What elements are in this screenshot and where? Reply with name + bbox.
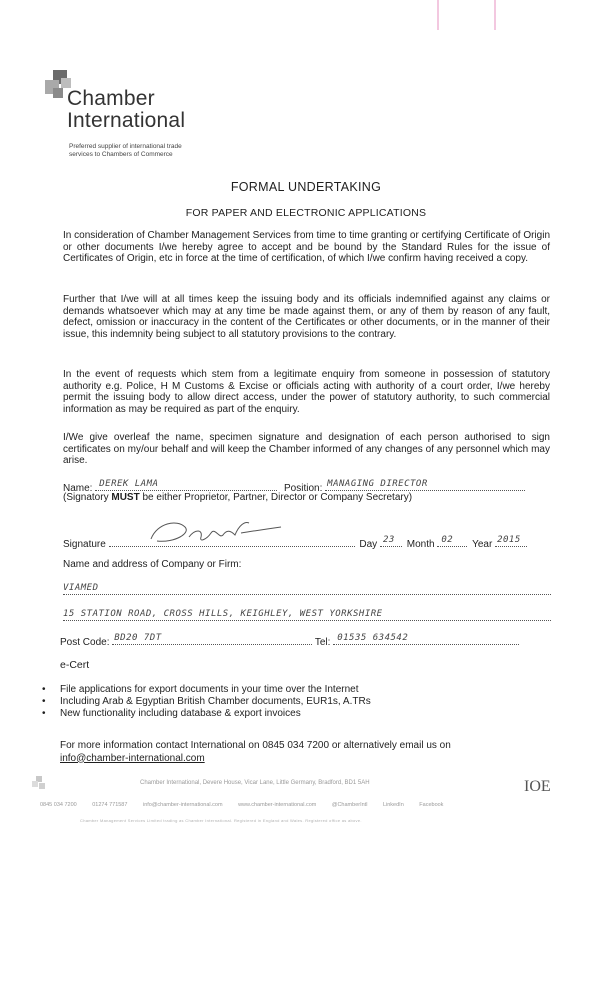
company-name-row [63,583,551,598]
name-label: Name: [63,483,93,494]
footer-address: Chamber International, Devere House, Vicar Lane, Little Germany, Bradford, BD1 5AH [140,780,370,786]
company-address-value: 15 STATION ROAD, CROSS HILLS, KEIGHLEY, WEST YORKSHIRE [63,609,383,619]
company-name-value: VIAMED [63,583,99,593]
signatory-note: (Signatory MUST be either Proprietor, Partner, Director or Company Secretary) [63,492,413,503]
year-value: 2015 [497,535,521,545]
footer-logo-icon [32,776,46,790]
company-name-field[interactable] [63,583,551,595]
paragraph-indemnity: Further that I/we will at all times keep the issuing body and its officials indemnified against any claims or demands whatsoever which may at any time be made against them, or any of them by reason of any fault, defect, omission or inaccuracy in the content of the Certificates or other documents, or in the manner of their issue, this indemnity being subject to all statutory provisions to the contrary. [63,294,550,340]
ecert-heading: e-Cert [60,659,90,671]
website-contact[interactable]: www.chamber-international.com [238,802,317,808]
company-address-row [63,609,551,624]
brand-name: Chamber International [67,87,186,132]
postcode-tel-row [60,633,519,648]
company-address-field[interactable] [63,609,551,621]
scan-mark [437,0,439,30]
tel-value: 01535 634542 [337,633,409,643]
ecert-feature-list [42,684,371,720]
list-item: • New functionality including database & export invoices [42,708,371,720]
phone-contact: 0845 034 7200 [40,802,77,808]
postcode-value: BD20 7DT [114,633,162,643]
list-item: • File applications for export documents in your time over the Internet [42,684,371,696]
company-label: Name and address of Company or Firm: [63,559,242,570]
postcode-field[interactable] [112,633,312,645]
day-field[interactable] [380,535,402,547]
document-title: FORMAL UNDERTAKING [230,180,382,194]
linkedin-contact[interactable]: LinkedIn [382,802,404,808]
position-field[interactable] [325,479,525,491]
paragraph-signatories: I/We give overleaf the name, specimen signature and designation of each person authorised to sign certificates on my/our behalf and will keep the Chamber informed of any changes of any personnel which may arise. [63,432,550,467]
signature-field[interactable] [109,535,355,547]
tel-field[interactable] [333,633,519,645]
footer-contacts [40,802,457,808]
month-field[interactable] [437,535,467,547]
contact-info [60,740,451,765]
name-field[interactable] [95,479,277,491]
tel-label: Tel: [314,637,331,648]
day-label: Day [359,539,378,550]
signature-label: Signature [63,539,106,550]
paragraph-consideration: In consideration of Chamber Management Services from time to time granting or certifying Certificate of Origin or other documents I/we hereby agree to accept and be bound by the Standard Rules for the issue of Certificates of Origin, etc in force at the time of certification, of which I/we confirm having received a copy. [63,230,550,265]
day-value: 23 [382,535,395,545]
fax-contact: 01274 771587 [92,802,128,808]
handwritten-signature [137,517,287,549]
facebook-contact[interactable]: Facebook [419,802,444,808]
ioe-logo: IOE [524,778,551,795]
month-label: Month [406,539,435,550]
signature-row [63,535,527,550]
position-label: Position: [284,483,323,494]
list-item: • Including Arab & Egyptian British Chamber documents, EUR1s, A.TRs [42,696,371,708]
year-field[interactable] [495,535,527,547]
brand-tagline: Preferred supplier of international trade services to Chambers of Commerce [69,143,182,158]
footer-small-print: Chamber Management Services Limited trading as Chamber International. Registered in England and Wales. Registered office as above. [80,818,362,823]
postcode-label: Post Code: [60,637,110,648]
contact-text: For more information contact International on 0845 034 7200 or alternatively email us on [60,740,451,751]
position-value: MANAGING DIRECTOR [327,479,428,489]
month-value: 02 [441,535,454,545]
email-contact[interactable]: info@chamber-international.com [142,802,223,808]
year-label: Year [472,539,493,550]
scan-mark [494,0,496,30]
twitter-contact[interactable]: @ChamberIntl [331,802,368,808]
email-link[interactable]: info@chamber-international.com [60,752,205,764]
name-value: DEREK LAMA [99,479,159,489]
document-subtitle: FOR PAPER AND ELECTRONIC APPLICATIONS [185,207,427,219]
paragraph-enquiry: In the event of requests which stem from a legitimate enquiry from someone in possession of statutory authority e.g. Police, H M Customs & Excise or officials acting with authority of a court order, I/we hereby permit the issuing body to allow direct access, under the power of statutory authority, to such commercial information as may be required as part of the enquiry. [63,369,550,415]
